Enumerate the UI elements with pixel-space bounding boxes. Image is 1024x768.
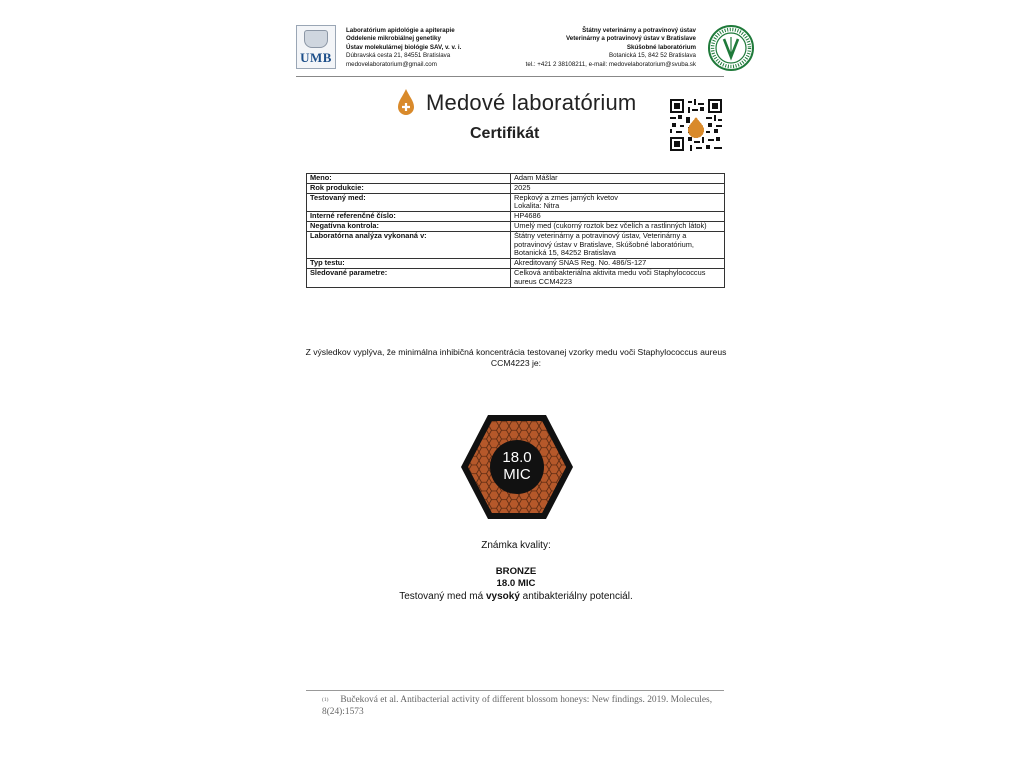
qr-code[interactable] xyxy=(670,99,722,151)
row-value: HP4686 xyxy=(511,212,725,222)
row-value: Celková antibakteriálna aktivita medu voči Staphylococcus aureus CCM4223 xyxy=(511,268,725,287)
header-divider xyxy=(296,76,724,77)
row-label: Testovaný med: xyxy=(307,193,511,212)
table-row xyxy=(307,193,725,212)
table-row xyxy=(307,183,725,193)
table-row xyxy=(307,231,725,258)
info-table xyxy=(306,173,725,288)
row-value: 2025 xyxy=(511,183,725,193)
badge-number: 18.0 xyxy=(502,449,532,466)
row-label: Interné referenčné číslo: xyxy=(307,212,511,222)
row-label: Negatívna kontrola: xyxy=(307,221,511,231)
lab-left-line: Dúbravská cesta 21, 84551 Bratislava xyxy=(346,52,451,60)
umb-crest-icon xyxy=(304,30,328,48)
table-row xyxy=(307,212,725,222)
footnote xyxy=(322,694,722,718)
row-label: Rok produkcie: xyxy=(307,183,511,193)
table-row xyxy=(307,259,725,269)
row-value: Štátny veterinárny a potravinový ústav, Veterinárny a potravinový ústav v Bratislave, Skúšobné laboratórium, Botanická 15, 84252 Bratislava xyxy=(511,231,725,258)
lab-left-line: Laboratórium apidológie a apiterapie xyxy=(346,27,455,34)
row-label: Typ testu: xyxy=(307,259,511,269)
row-value: Akreditovaný SNAS Reg. No. 486/S-127 xyxy=(511,259,725,269)
footnote-marker: (1) xyxy=(322,697,329,703)
row-label: Meno: xyxy=(307,174,511,184)
footnote-divider xyxy=(306,690,724,691)
badge-unit: MIC xyxy=(503,466,531,483)
page-subtitle: Certifikát xyxy=(470,125,540,142)
lab-right-contact: tel.: +421 2 38108211, e-mail: medovelaboratorium@svuba.sk xyxy=(525,60,696,68)
quality-description xyxy=(300,591,732,602)
lab-right-line: Skúšobné laboratórium xyxy=(626,43,696,51)
svu-seal-logo xyxy=(708,25,754,71)
quality-label: Známka kvality: xyxy=(481,540,551,551)
table-row xyxy=(307,268,725,287)
lab-left-email: medovelaboratorium@gmail.com xyxy=(346,60,437,68)
honey-drop-icon xyxy=(396,88,416,116)
desc-after: antibakteriálny potenciál. xyxy=(519,591,633,602)
footnote-text: Bučeková et al. Antibacterial activity of different blossom honeys: New findings. 2019. Molecules, 8(24):1573 xyxy=(322,695,713,717)
row-value: Umelý med (cukorný roztok bez včelích a rastlinných látok) xyxy=(511,221,725,231)
lab-right-line: Veterinárny a potravinový ústav v Bratislave xyxy=(566,35,696,43)
lab-right-line: Štátny veterinárny a potravinový ústav xyxy=(582,27,696,34)
umb-logo xyxy=(296,25,336,69)
conclusion-text: Z výsledkov vyplýva, že minimálna inhibičná koncentrácia testovanej vzorky medu voči Staphylococcus aureus CCM4223 je: xyxy=(305,347,727,368)
lab-right-address xyxy=(500,27,696,69)
row-label: Laboratórna analýza vykonaná v: xyxy=(307,231,511,258)
lab-right-line: Botanická 15, 842 52 Bratislava xyxy=(608,52,696,60)
lab-left-line: Ústav molekulárnej biológie SAV, v. v. i. xyxy=(346,43,462,51)
table-row xyxy=(307,221,725,231)
umb-logo-text: UMB xyxy=(300,50,332,65)
table-row xyxy=(307,174,725,184)
row-label: Sledované parametre: xyxy=(307,268,511,287)
lab-left-line: Oddelenie mikrobiálnej genetiky xyxy=(346,35,441,43)
page-title: Medové laboratórium xyxy=(426,90,637,115)
desc-before: Testovaný med má xyxy=(399,591,486,602)
row-value: Adam Mášlar xyxy=(511,174,725,184)
grade-name: BRONZE xyxy=(495,566,537,577)
grade-value: 18.0 MIC xyxy=(496,578,536,589)
mic-badge-value xyxy=(459,449,575,483)
row-value: Repkový a zmes jarných kvetov Lokalita: Nitra xyxy=(511,193,725,212)
grade-block xyxy=(300,566,732,590)
desc-bold: vysoký xyxy=(485,591,520,602)
